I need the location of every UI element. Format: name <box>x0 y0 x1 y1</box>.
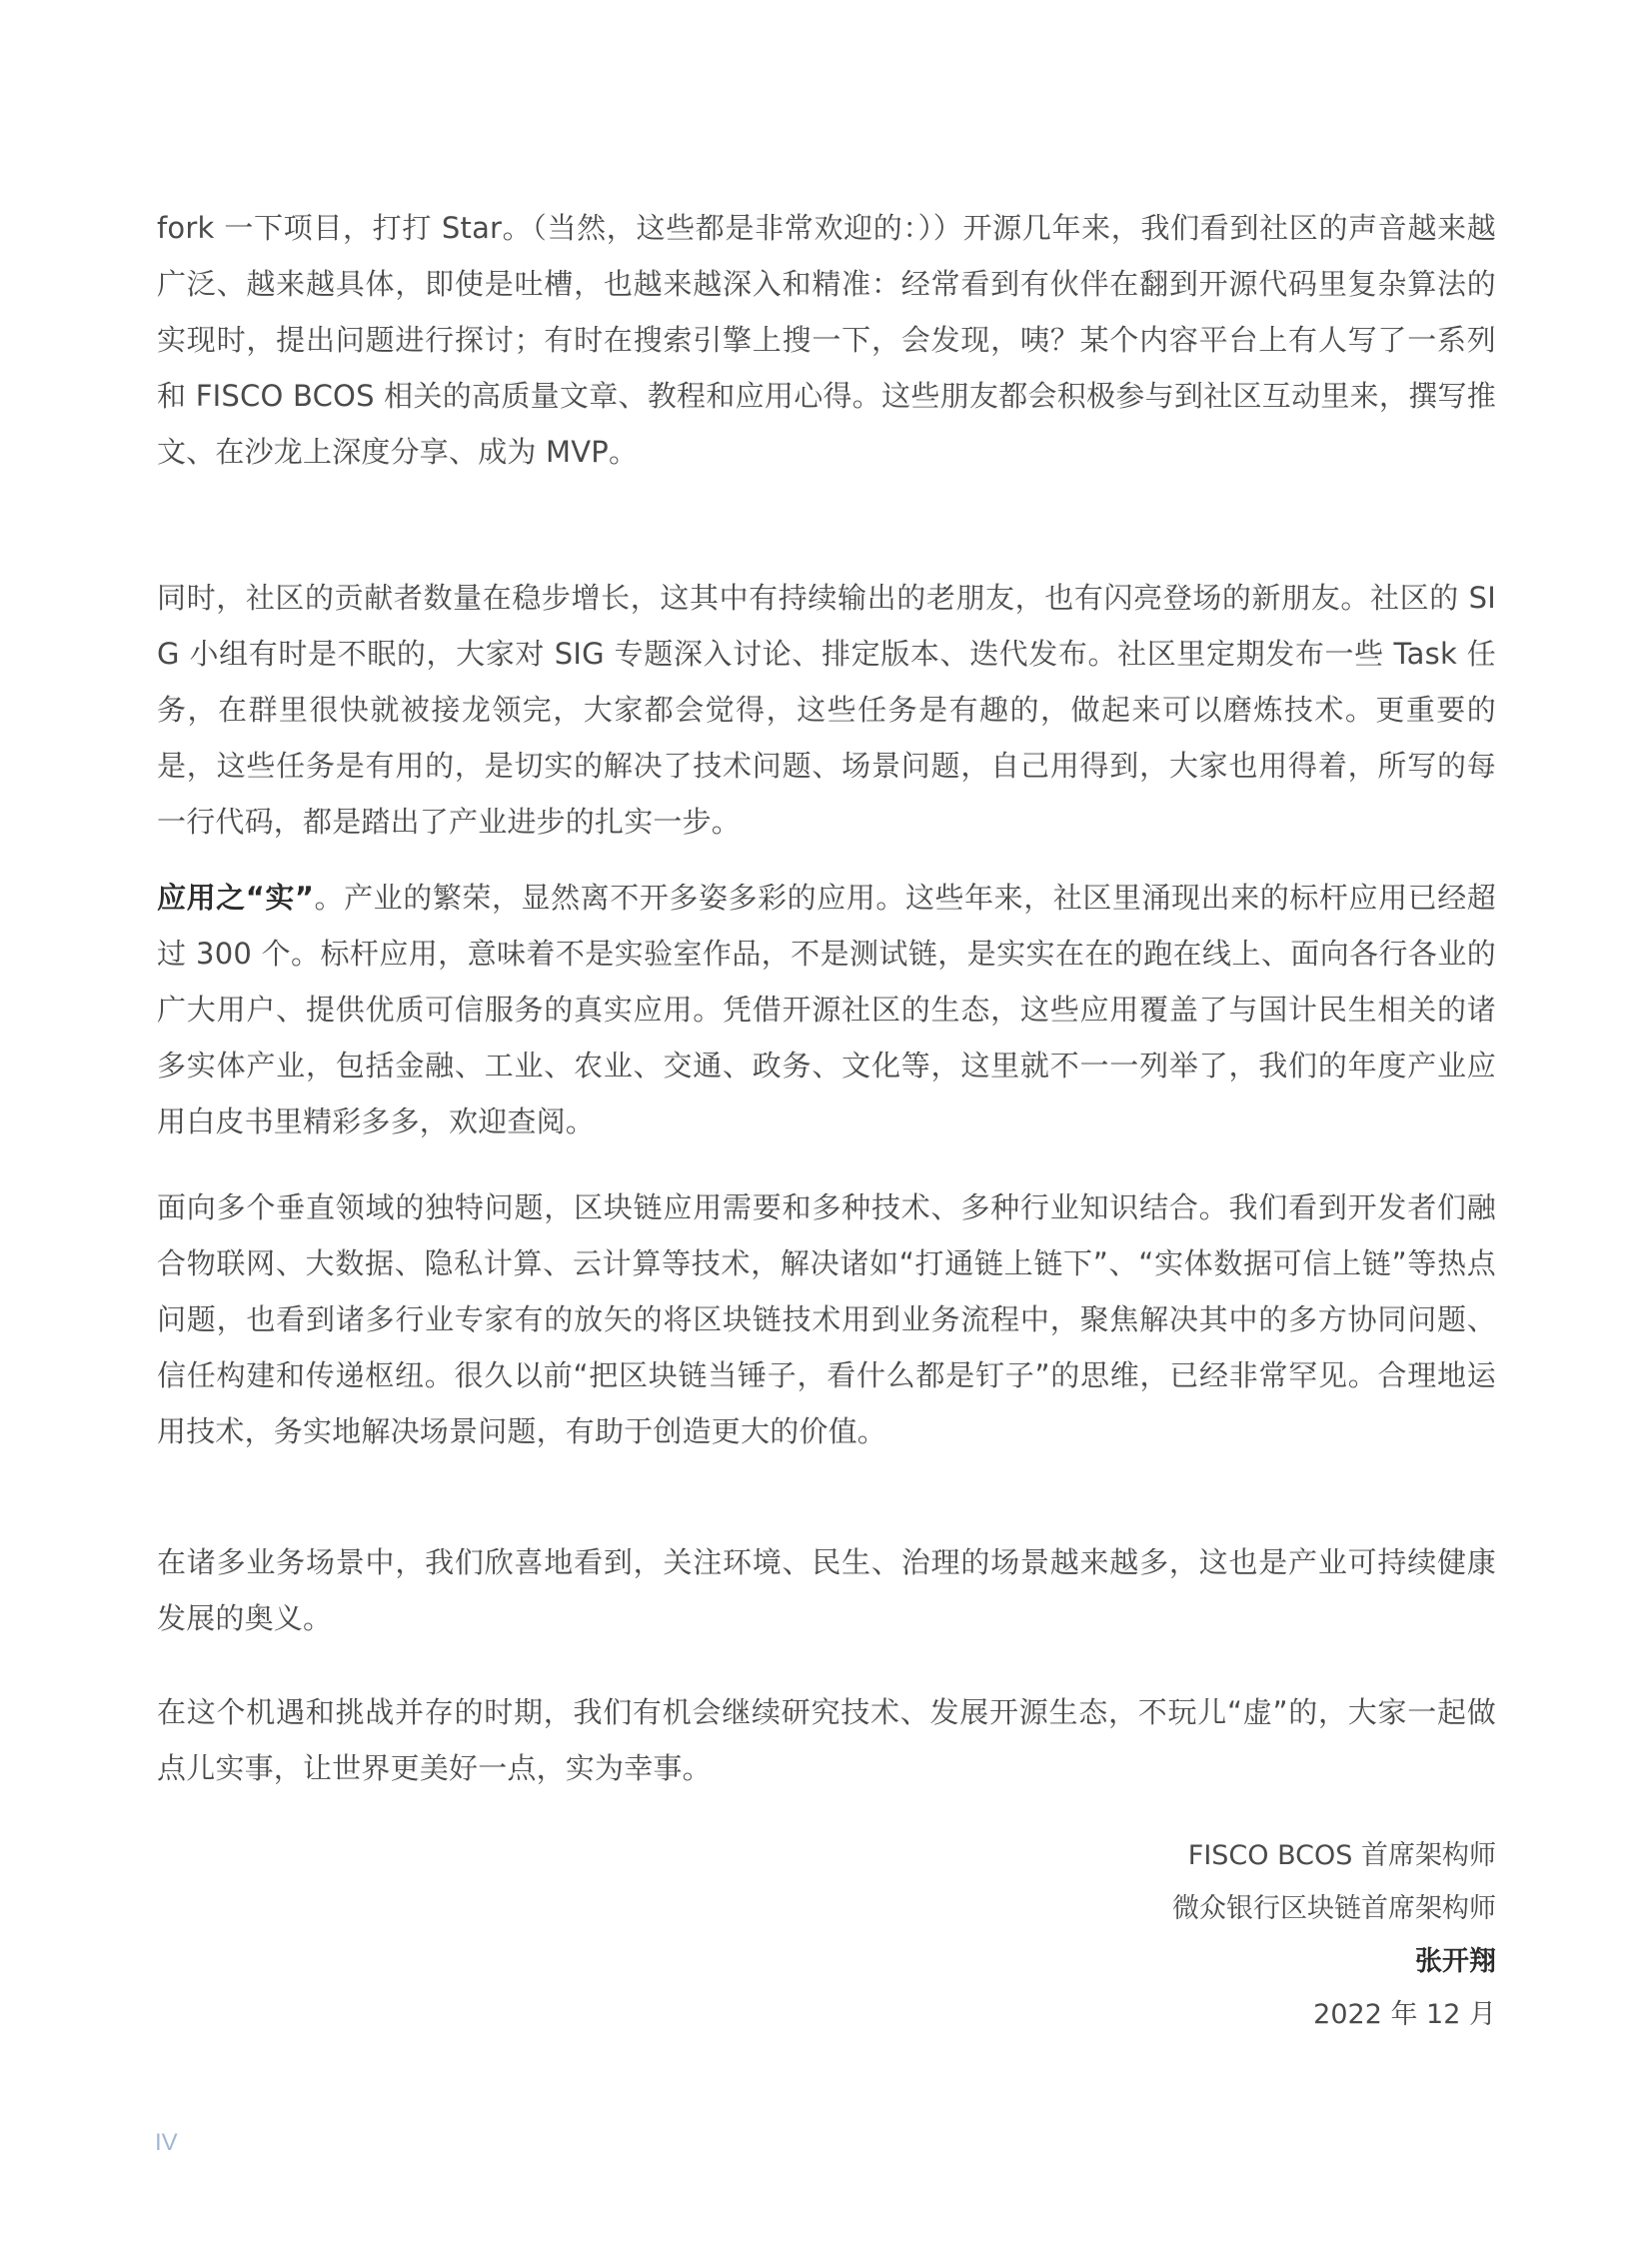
signature-title-webank: 微众银行区块链首席架构师 <box>1172 1893 1496 1924</box>
paragraph-business-scenarios: 在诸多业务场景中，我们欣喜地看到，关注环境、民生、治理的场景越来越多，这也是产业可持续健康发展的奥义。 <box>157 1545 1496 1635</box>
signature-date: 2022 年 12 月 <box>1313 1999 1496 2030</box>
signature-title-fisco: FISCO BCOS 首席架构师 <box>1187 1840 1496 1871</box>
paragraph-lead-heading: 应用之“实” <box>157 881 315 915</box>
page-number: IV <box>155 2129 178 2156</box>
paragraph-closing: 在这个机遇和挑战并存的时期，我们有机会继续研究技术、发展开源生态，不玩儿“虚”的，大家一起做点儿实事，让世界更美好一点，实为幸事。 <box>157 1695 1496 1785</box>
paragraph-applications <box>157 870 1496 1149</box>
paragraph-contributors: 同时，社区的贡献者数量在稳步增长，这其中有持续输出的老朋友，也有闪亮登场的新朋友。社区的 SIG 小组有时是不眠的，大家对 SIG 专题深入讨论、排定版本、迭代发布。社区里定期发布一些 Task 任务，在群里很快就被接龙领完，大家都会觉得，这些任务是有趣的，做起来可以磨炼技术。更重要的是，这些任务是有用的，是切实的解决了技术问题、场景问题，自己用得到，大家也用得着，所写的每一行代码，都是踏出了产业进步的扎实一步。 <box>157 581 1496 839</box>
paragraph-community-voice: fork 一下项目，打打 Star。（当然，这些都是非常欢迎的：））开源几年来，我们看到社区的声音越来越广泛、越来越具体，即使是吐槽，也越来越深入和精准：经常看到有伙伴在翻到开源代码里复杂算法的实现时，提出问题进行探讨；有时在搜索引擎上搜一下，会发现，咦？某个内容平台上有人写了一系列和 FISCO BCOS 相关的高质量文章、教程和应用心得。这些朋友都会积极参与到社区互动里来，撰写推文、在沙龙上深度分享、成为 MVP。 <box>157 211 1496 469</box>
paragraph-vertical-domains: 面向多个垂直领域的独特问题，区块链应用需要和多种技术、多种行业知识结合。我们看到开发者们融合物联网、大数据、隐私计算、云计算等技术，解决诸如“打通链上链下”、“实体数据可信上链”等热点问题，也看到诸多行业专家有的放矢的将区块链技术用到业务流程中，聚焦解决其中的多方协同问题、信任构建和传递枢纽。很久以前“把区块链当锤子，看什么都是钉子”的思维，已经非常罕见。合理地运用技术，务实地解决场景问题，有助于创造更大的价值。 <box>157 1190 1496 1448</box>
signature-name: 张开翔 <box>1415 1946 1496 1977</box>
paragraph-applications-text: 。产业的繁荣，显然离不开多姿多彩的应用。这些年来，社区里涌现出来的标杆应用已经超过 300 个。标杆应用，意味着不是实验室作品，不是测试链，是实实在在的跑在线上、面向各行各业的广大用户、提供优质可信服务的真实应用。凭借开源社区的生态，这些应用覆盖了与国计民生相关的诸多实体产业，包括金融、工业、农业、交通、政务、文化等，这里就不一一列举了，我们的年度产业应用白皮书里精彩多多，欢迎查阅。 <box>157 881 1496 1138</box>
signature-block <box>1172 1829 1496 2041</box>
